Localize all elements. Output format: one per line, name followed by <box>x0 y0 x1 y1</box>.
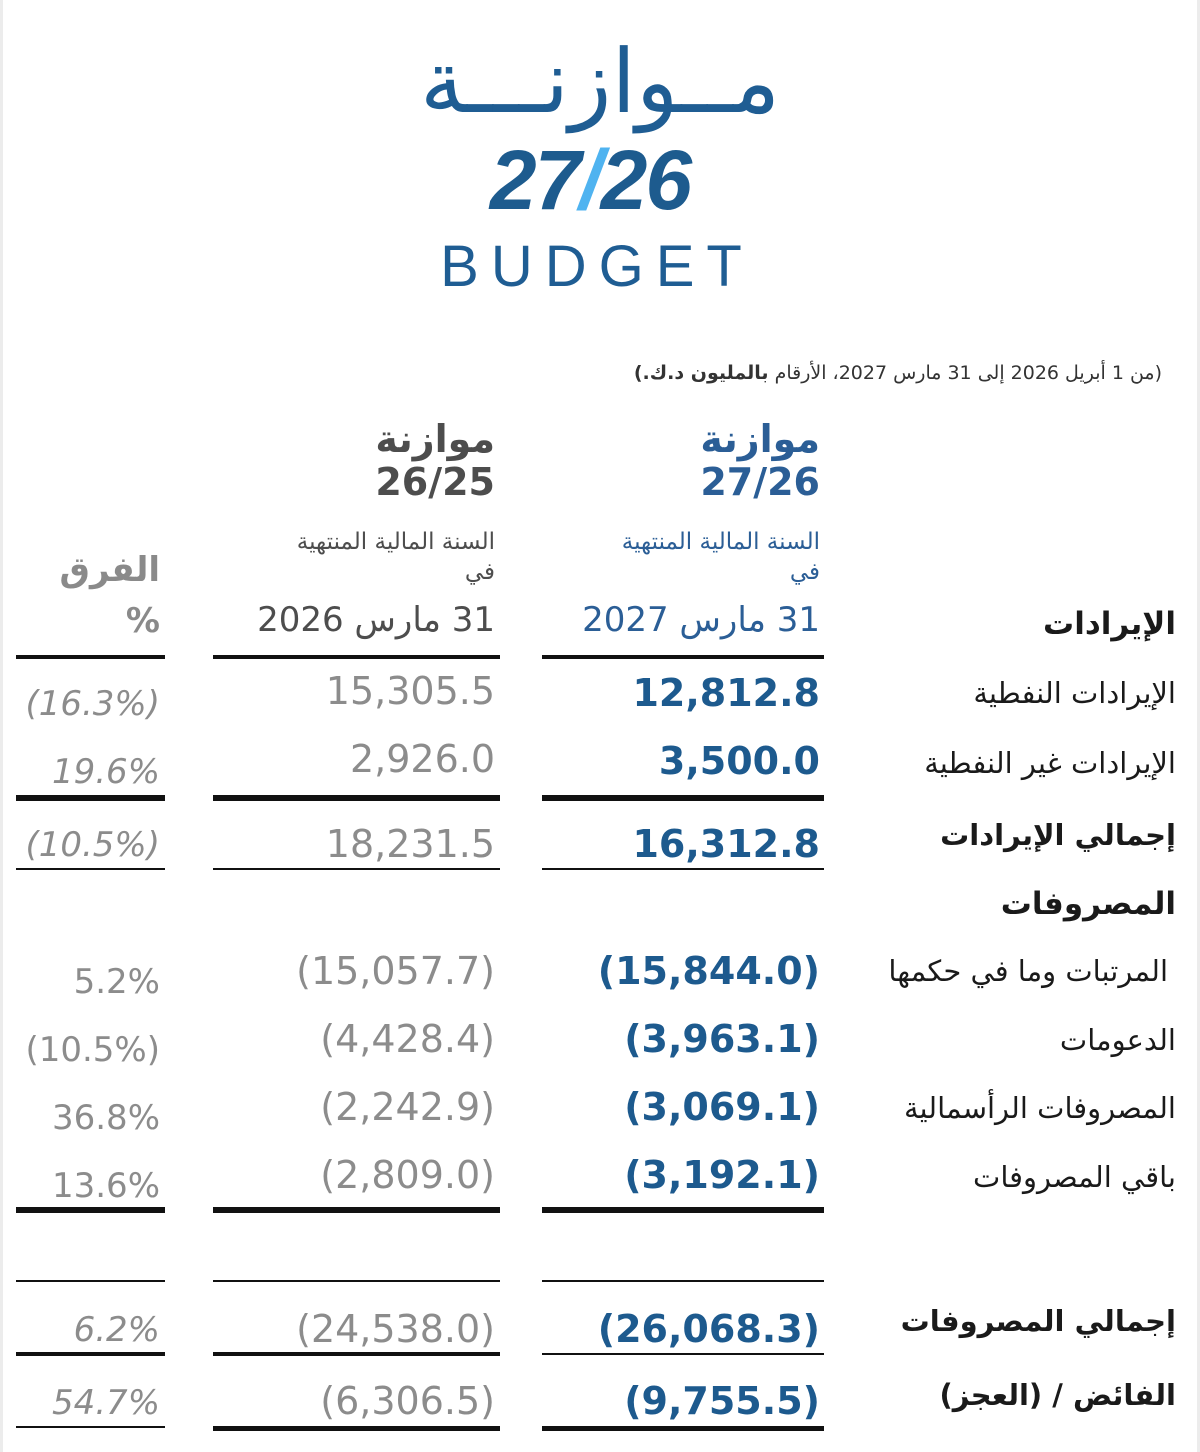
previous-fy-label <box>297 528 495 588</box>
value-diff-oil-revenues: (16.3%) <box>25 684 160 724</box>
current-title-years: 27/26 <box>700 459 820 504</box>
difference-header <box>40 545 160 647</box>
logo-slash: / <box>579 133 601 227</box>
rule-diff-surplus <box>16 1426 165 1428</box>
previous-fy-line1: السنة المالية المنتهية <box>296 529 495 555</box>
value-previous-subsidies: (4,428.4) <box>320 1017 495 1061</box>
rule-previous-revenue-subtotal <box>213 795 500 801</box>
subtitle <box>634 362 1162 384</box>
value-current-subsidies: (3,963.1) <box>624 1017 820 1061</box>
section-expenses: المصروفات <box>1000 886 1176 922</box>
rule-diff-total-revenues <box>16 868 165 870</box>
rule-current-surplus <box>542 1426 824 1431</box>
subtitle-bold: بالمليون د.ك.) <box>633 362 769 384</box>
value-previous-total-expenses: (24,538.0) <box>296 1307 495 1351</box>
rule-current-total-revenues <box>542 868 824 870</box>
rule-diff-header <box>16 655 165 659</box>
row-label-subsidies: الدعومات <box>1059 1023 1176 1057</box>
value-current-capital-expenditure: (3,069.1) <box>624 1085 820 1129</box>
previous-budget-title <box>375 418 495 503</box>
rule-previous-total-revenues <box>213 868 500 870</box>
value-current-total-revenues: 16,312.8 <box>632 822 820 866</box>
value-current-other-expenses: (3,192.1) <box>624 1153 820 1197</box>
row-label-capital-expenditure: المصروفات الرأسمالية <box>903 1091 1176 1125</box>
logo-arabic-wordmark: مــوازنـــة <box>420 30 781 133</box>
value-diff-nonoil-revenues: 19.6% <box>51 752 160 792</box>
rule-previous-total-expenses <box>213 1352 500 1356</box>
rule-previous-expenses <box>213 1207 500 1213</box>
current-fy-line1: السنة المالية المنتهية <box>621 529 820 555</box>
row-label-oil-revenues: الإيرادات النفطية <box>973 676 1176 710</box>
rule-current-expenses <box>542 1207 824 1213</box>
difference-title: الفرق <box>59 550 160 590</box>
previous-date: 31 مارس 2026 <box>257 600 495 640</box>
value-previous-capital-expenditure: (2,242.9) <box>320 1085 495 1129</box>
value-diff-salaries: 5.2% <box>73 962 160 1002</box>
rule-current-header <box>542 655 824 659</box>
row-label-surplus-deficit: الفائض / (العجز) <box>939 1378 1176 1412</box>
logo-year-a: 27 <box>489 133 580 227</box>
rule-previous-surplus <box>213 1426 500 1431</box>
current-title-word: موازنة <box>700 417 820 461</box>
value-previous-total-revenues: 18,231.5 <box>325 822 495 866</box>
value-current-total-expenses: (26,068.3) <box>597 1307 820 1351</box>
section-revenues: الإيرادات <box>1043 606 1176 642</box>
rule-diff-pre-total <box>16 1280 165 1282</box>
current-date: 31 مارس 2027 <box>582 600 820 640</box>
value-previous-salaries: (15,057.7) <box>296 949 495 993</box>
value-diff-surplus-deficit: 54.7% <box>51 1383 160 1423</box>
value-diff-total-revenues: (10.5%) <box>25 825 160 865</box>
value-previous-nonoil-revenues: 2,926.0 <box>349 737 495 781</box>
logo-years <box>440 133 740 227</box>
row-label-total-revenues: إجمالي الإيرادات <box>940 818 1176 852</box>
current-budget-title <box>700 418 820 503</box>
value-diff-capital-expenditure: 36.8% <box>51 1098 160 1138</box>
previous-title-years: 26/25 <box>375 459 495 504</box>
rule-previous-pre-total <box>213 1280 500 1282</box>
row-label-salaries: المرتبات وما في حكمها <box>888 954 1168 988</box>
value-current-salaries: (15,844.0) <box>597 949 820 993</box>
value-diff-total-expenses: 6.2% <box>73 1310 160 1350</box>
rule-current-total-expenses <box>542 1353 824 1355</box>
difference-unit: % <box>125 601 160 641</box>
logo-year-b: 26 <box>600 133 691 227</box>
rule-current-revenue-subtotal <box>542 795 824 801</box>
current-fy-label <box>622 528 820 588</box>
left-border <box>0 0 3 1452</box>
previous-fy-line2: في <box>464 558 495 585</box>
value-current-nonoil-revenues: 3,500.0 <box>658 739 820 783</box>
rule-diff-expenses <box>16 1207 165 1213</box>
value-current-oil-revenues: 12,812.8 <box>632 671 820 715</box>
rule-diff-total-expenses <box>16 1352 165 1356</box>
value-previous-other-expenses: (2,809.0) <box>320 1153 495 1197</box>
value-diff-other-expenses: 13.6% <box>51 1166 160 1206</box>
rule-previous-header <box>213 655 500 659</box>
value-current-surplus-deficit: (9,755.5) <box>624 1379 820 1423</box>
previous-title-word: موازنة <box>375 417 495 461</box>
subtitle-text: (من 1 أبريل 2026 إلى 31 مارس 2027، الأرقام <box>768 362 1162 384</box>
current-fy-line2: في <box>789 558 820 585</box>
rule-current-pre-total <box>542 1280 824 1282</box>
row-label-other-expenses: باقي المصروفات <box>973 1160 1176 1194</box>
value-previous-oil-revenues: 15,305.5 <box>325 669 495 713</box>
value-previous-surplus-deficit: (6,306.5) <box>320 1379 495 1423</box>
row-label-total-expenses: إجمالي المصروفات <box>900 1304 1176 1338</box>
value-diff-subsidies: (10.5%) <box>25 1030 160 1070</box>
row-label-nonoil-revenues: الإيرادات غير النفطية <box>924 746 1176 780</box>
logo-english-wordmark: BUDGET <box>440 234 754 299</box>
rule-diff-revenue-subtotal <box>16 795 165 801</box>
